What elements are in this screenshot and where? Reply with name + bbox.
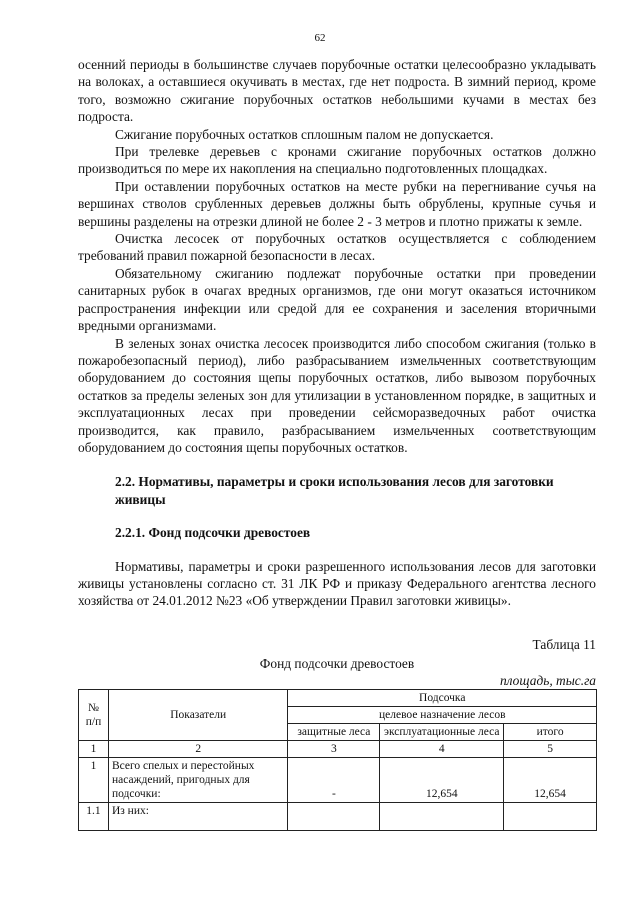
paragraph-2: Сжигание порубочных остатков сплошным палом не допускается.: [115, 126, 494, 142]
forest-tapping-table: [78, 689, 597, 831]
column-number-row: [79, 740, 597, 757]
column-number: 4: [380, 740, 504, 757]
row-total-value: 12,654: [504, 757, 597, 802]
header-protective: защитные леса: [288, 723, 380, 740]
header-purpose: целевое назначение лесов: [288, 706, 597, 723]
table-row: [79, 802, 597, 830]
header-tapping: Подсочка: [288, 689, 597, 706]
header-total: итого: [504, 723, 597, 740]
paragraph-7: В зеленых зонах очистка лесосек производится либо способом сжигания (только в пожаробезопасный период), либо разбрасыванием измельченных соответствующим оборудованием до состояния щепы порубочных остатков, либо вывозом порубочных остатков за пределы зеленых зон для утилизации в установленном порядке, в защитных и эксплуатационных лесах при проведении сейсморазведочных работ очистка производится, как правило, разбрасыванием измельченных соответствующим оборудованием до состояния щепы порубочных остатков.: [78, 335, 596, 455]
document-body: [78, 56, 596, 831]
row-exploitation-value: 12,654: [380, 757, 504, 802]
row-indicator: Всего спелых и перестойных насаждений, пригодных для подсочки:: [108, 757, 288, 802]
table-title: Фонд подсочки древостоев: [259, 655, 415, 671]
column-number: 3: [288, 740, 380, 757]
row-total-value: [504, 802, 597, 830]
row-protective-value: -: [288, 757, 380, 802]
header-num: № п/п: [79, 689, 109, 740]
row-num: 1: [79, 757, 109, 802]
paragraph-8: Нормативы, параметры и сроки разрешенного использования лесов для заготовки живицы установлены согласно ст. 31 ЛК РФ и приказу Федерального агентства лесного хозяйства от 24.01.2012 №23 «Об утверждении Правил заготовки живицы».: [78, 558, 596, 609]
row-indicator: Из них:: [108, 802, 288, 830]
paragraph-3: При трелевке деревьев с кронами сжигание порубочных остатков должно производиться по мере их накопления на специально подготовленных площадках.: [78, 144, 596, 177]
column-number: 1: [79, 740, 109, 757]
section-heading-2-2: 2.2. Нормативы, параметры и сроки использования лесов для заготовки живицы: [115, 474, 554, 507]
table-units: площадь, тыс.га: [499, 672, 596, 688]
column-number: 2: [108, 740, 288, 757]
paragraph-6: Обязательному сжиганию подлежат порубочные остатки при проведении санитарных рубок в очагах вредных организмов, где они могут оказаться источником распространения инфекции или средой для ее сохранения и заселения вторичными вредными организмами.: [78, 265, 596, 334]
column-number: 5: [504, 740, 597, 757]
paragraph-4: При оставлении порубочных остатков на месте рубки на перегнивание сучья на вершинах стволов срубленных деревьев должны быть обрублены, крупные сучья и вершины разделены на отрезки длиной не более 2 - 3 метров и плотно прижаты к земле.: [78, 178, 596, 229]
row-protective-value: [288, 802, 380, 830]
table-header-row: [79, 689, 597, 706]
paragraph-5: Очистка лесосек от порубочных остатков осуществляется с соблюдением требований правил пожарной безопасности в лесах.: [78, 231, 596, 264]
header-exploitation: эксплуатационные леса: [380, 723, 504, 740]
header-indicators: Показатели: [108, 689, 288, 740]
section-heading-2-2-1: 2.2.1. Фонд подсочки древостоев: [115, 525, 311, 541]
row-num: 1.1: [79, 802, 109, 830]
table-row: [79, 757, 597, 802]
page-number: 62: [314, 32, 326, 44]
row-exploitation-value: [380, 802, 504, 830]
paragraph-1: осенний периоды в большинстве случаев порубочные остатки целесообразно укладывать на волоках, а оставшиеся окучивать в местах, где нет подроста. В зимний период, кроме того, возможно сжигание порубочных остатков небольшими кучами в местах без подроста.: [78, 57, 596, 125]
table-number-label: Таблица 11: [532, 636, 596, 652]
